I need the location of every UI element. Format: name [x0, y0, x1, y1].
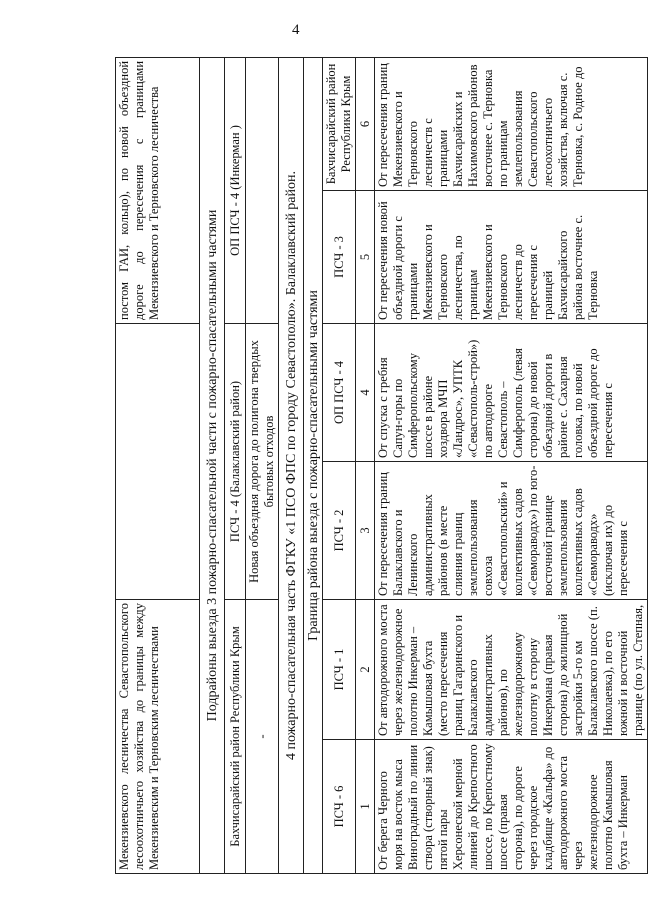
section3-cell-psch4: Новая объездная дорога до полигона твердых бытовых отходов — [246, 323, 279, 599]
section3-header-psch4: ПСЧ - 4 (Балаклавский район) — [225, 323, 246, 599]
cell-bakhchisaray-boundary: От пересечения границ Мекензиевского и Терновского лесничеств с границами Бахчисарайских и Нахимовского районов восточнее с. Терновка по границам землепользования Севастопольского лесоохотничьего хозяйства, включая с. Терновка, с. Родное до — [375, 57, 648, 190]
column-number: 5 — [356, 190, 375, 323]
header-psch1: ПСЧ - 1 — [323, 599, 356, 739]
column-number: 4 — [356, 323, 375, 461]
top-left-cell: Мекензиевского лесничества Севастопольского лесоохотничьего хозяйства до границы между Мекензиевским и Терновским лесничествами — [116, 599, 200, 873]
rotated-document-table — [115, 58, 645, 874]
header-op-psch4: ОП ПСЧ - 4 — [323, 323, 356, 461]
boundary-table — [115, 57, 648, 874]
section3-cell-bakhchisaray: - — [246, 599, 279, 873]
header-psch3: ПСЧ - 3 — [323, 190, 356, 323]
column-number: 1 — [356, 740, 375, 874]
column-number: 2 — [356, 599, 375, 739]
header-psch2: ПСЧ - 2 — [323, 461, 356, 599]
section3-header-bakhchisaray: Бахчисарайский район Республики Крым — [225, 599, 246, 873]
section4-subtitle: Граница района выезда с пожарно-спасательными частями — [304, 57, 323, 873]
cell-psch6-boundary: От берега Черного моря на восток мыса Виноградный по линии створа (створный знак) пятой пары Херсонеской мерной линией до Крепостного шоссе, по Крепостному шоссе (правая сторона), по дороге через городское кладбище «Кальфа» до автодорожного моста через железнодорожное полотно Камышовая бухта – Инкерман — [375, 740, 648, 874]
section4-title: 4 пожарно-спасательная часть ФГКУ «1 ПСО ФПС по городу Севастополю». Балаклавский район. — [279, 57, 304, 873]
header-psch6: ПСЧ - 6 — [323, 740, 356, 874]
page-number: 4 — [292, 22, 300, 38]
section3-title-row — [200, 57, 225, 873]
section4-header-row — [323, 57, 356, 873]
section3-title: Подрайоны выезда 3 пожарно-спасательной части с пожарно-спасательными частями — [200, 57, 225, 873]
column-number: 3 — [356, 461, 375, 599]
column-number-row — [356, 57, 375, 873]
top-row — [116, 57, 200, 873]
section4-data-row — [375, 57, 648, 873]
cell-psch2-boundary: От пересечения границ Балаклавского и Ленинского административных районов (в месте слияния границ землепользования совхоза «Севастопольский» и коллективных садов «Севмораводх») по юго-восточной границе землепользования коллективных садов «Севмораводх» (исключая их) до пересечения с — [375, 461, 648, 599]
top-empty-cell — [116, 323, 200, 599]
cell-psch1-boundary: От автодорожного моста через железнодорожное полотно Инкерман – Камышовая бухта (место пересечения границ Гагаринского и Балаклавского административных районов), по железнодорожному полотну в сторону Инкермана (правая сторона) до жилищной застройки 5-го км Балаклавского шоссе (п. Николаевка), по его южной и восточной границе (по ул. Степная, — [375, 599, 648, 739]
section3-header-row — [225, 57, 246, 873]
section3-header-op-psch4: ОП ПСЧ - 4 (Инкерман ) — [225, 57, 246, 323]
column-number: 6 — [356, 57, 375, 190]
section4-subtitle-row — [304, 57, 323, 873]
header-bakhchisaray: Бахчисарайский район Республики Крым — [323, 57, 356, 190]
cell-op-psch4-boundary: От спуска с гребня Сапун-горы по Симферопольскому шоссе в районе хоздвора МЧП «Ландрос», УПТК «Севастополь-строй») по автодороге Севастополь – Симферополь (левая сторона) до новой объездной дороги в районе с. Сахарная головка, по новой объездной дороге до пересечения с — [375, 323, 648, 461]
section3-data-row — [246, 57, 279, 873]
top-right-cell: постом ГАИ, кольцо), по новой объездной дороге до пересечения с границами Мекензиевского и Терновского лесничества — [116, 57, 200, 323]
section3-cell-op-psch4 — [246, 57, 279, 323]
section4-title-row — [279, 57, 304, 873]
cell-psch3-boundary: От пересечения новой объездной дороги с границами Мекензиевского и Терновского лесничества, по границам Мекензиевского и Терновского лесничеств до пересечения с границей Бахчисарайского района восточнее с. Терновка — [375, 190, 648, 323]
